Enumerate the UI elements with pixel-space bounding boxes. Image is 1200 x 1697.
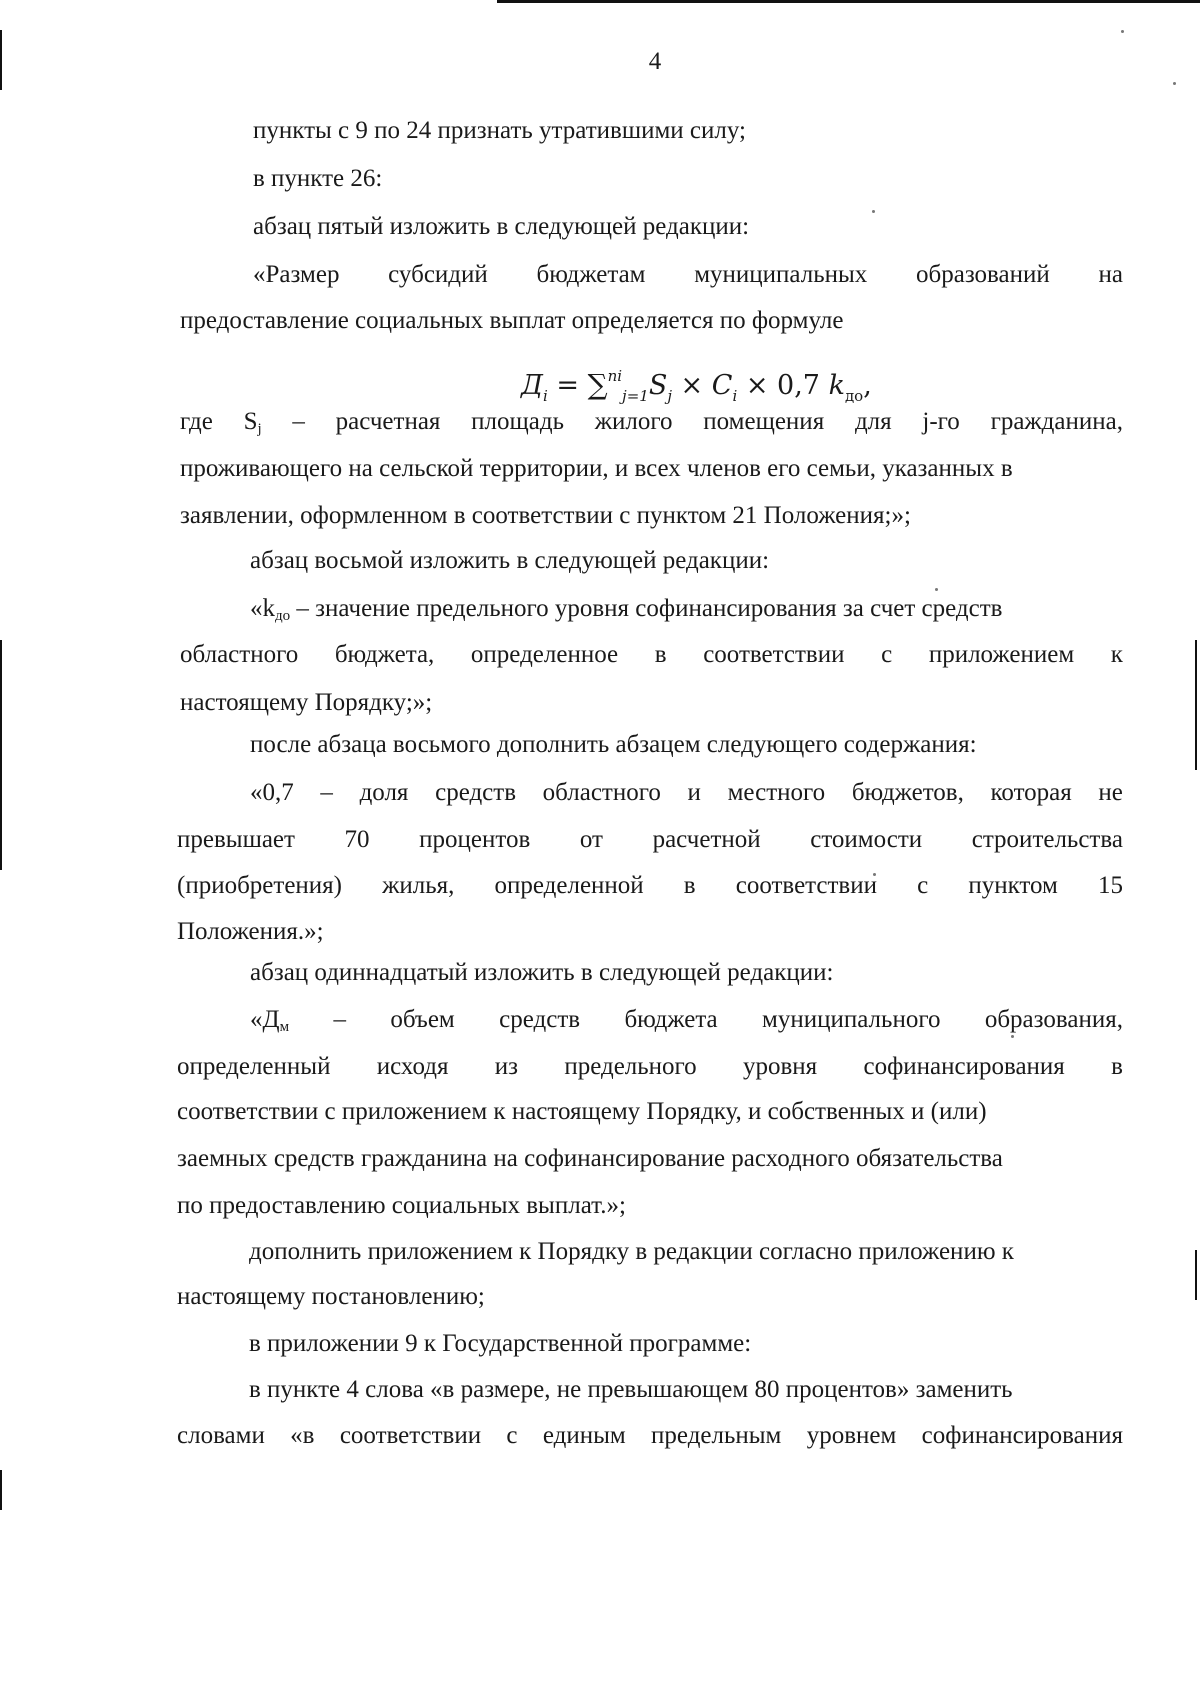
word: гражданина, <box>990 408 1123 435</box>
line-text: абзац одиннадцатый изложить в следующей редакции: <box>250 959 834 986</box>
word: соответствии <box>703 641 845 668</box>
text-line <box>249 1329 751 1359</box>
text-line <box>177 1097 987 1127</box>
word: строительства <box>971 826 1123 853</box>
line-text: пункты с 9 по 24 признать утратившими силу; <box>253 117 746 144</box>
word: 70 <box>344 826 370 853</box>
word: софинансирования <box>863 1053 1065 1080</box>
line-text: настоящему постановлению; <box>177 1283 485 1310</box>
text-line <box>249 1237 1014 1267</box>
word: помещения <box>703 408 825 435</box>
formula-end: , <box>863 370 872 401</box>
word: из <box>494 1053 519 1080</box>
right-scan-edge <box>1195 640 1197 770</box>
line-text: настоящему Порядку;»; <box>180 689 433 716</box>
word: «в <box>290 1422 315 1449</box>
left-scan-edge <box>0 640 2 870</box>
word: образования, <box>984 1006 1123 1033</box>
subscript: м <box>279 1019 290 1035</box>
word: «$Д_м$ <box>250 1006 290 1035</box>
word: определенное <box>470 641 619 668</box>
word: для <box>854 408 892 435</box>
text-line <box>180 306 843 336</box>
line-text: – значение предельного уровня софинансирования за счет средств <box>290 595 1003 622</box>
word: бюджета <box>624 1006 718 1033</box>
word: предельного <box>564 1053 697 1080</box>
text-line <box>249 1375 1013 1405</box>
word: от <box>579 826 603 853</box>
word: где <box>180 408 213 435</box>
line-text: соответствии с приложением к настоящему Порядку, и собственных и (или) <box>177 1098 987 1125</box>
word: площадь <box>471 408 564 435</box>
word: и <box>687 779 701 806</box>
word: с <box>917 872 929 899</box>
page-number: 4 <box>648 48 662 75</box>
text-line <box>250 730 977 760</box>
formula-c-subscript: i <box>732 387 738 405</box>
word: средств <box>435 779 517 806</box>
word: предельным <box>651 1422 782 1449</box>
formula-lhs: Д <box>521 370 543 401</box>
scan-speck <box>935 588 938 591</box>
text-line <box>250 546 769 576</box>
word: 15 <box>1097 872 1123 899</box>
justified-text-line <box>180 640 1123 670</box>
text-line <box>177 1191 626 1221</box>
word: софинансирования <box>921 1422 1123 1449</box>
word: образований <box>916 261 1050 288</box>
word: превышает <box>177 826 295 853</box>
formula-sum-lower-limit: j=1 <box>622 387 649 405</box>
word: в <box>654 641 667 668</box>
formula-equals: = <box>547 370 588 401</box>
word: уровнем <box>806 1422 897 1449</box>
word: стоимости <box>810 826 923 853</box>
line-text: в пункте 4 слова «в размере, не превышающем 80 процентов» заменить <box>249 1376 1013 1403</box>
formula-coefficient: × 0,7 <box>737 370 829 401</box>
text-line <box>180 454 1013 484</box>
word: объем <box>390 1006 455 1033</box>
word: – <box>333 1006 346 1033</box>
text-line <box>250 958 833 988</box>
text-line <box>177 1144 1003 1174</box>
justified-text-line <box>177 871 1123 901</box>
word: исходя <box>376 1053 449 1080</box>
formula-s: S <box>648 370 668 401</box>
line-text: в пункте 26: <box>253 165 383 192</box>
word: j-го <box>922 408 960 435</box>
word: единым <box>542 1422 626 1449</box>
word: (приобретения) <box>177 872 343 899</box>
word: доля <box>359 779 409 806</box>
subscript: до <box>275 608 291 624</box>
text-prefix: «k <box>250 595 275 622</box>
word: приложением <box>928 641 1075 668</box>
text-line <box>253 116 746 146</box>
text-line <box>177 1282 485 1312</box>
scan-speck <box>1173 82 1176 85</box>
word: – <box>320 779 333 806</box>
justified-text-line <box>180 407 1123 437</box>
scan-speck <box>1011 1035 1014 1038</box>
word: которая <box>990 779 1072 806</box>
word: на <box>1098 261 1123 288</box>
line-text: заявлении, оформленном в соответствии с пунктом 21 Положения;»; <box>180 502 911 529</box>
text-line <box>253 164 382 194</box>
formula-k-subscript: до <box>844 387 864 405</box>
line-text: абзац восьмой изложить в следующей редакции: <box>250 547 770 574</box>
justified-text-line <box>253 260 1123 290</box>
line-text: после абзаца восьмого дополнить абзацем следующего содержания: <box>250 731 977 758</box>
word: расчетная <box>335 408 441 435</box>
word: областного <box>180 641 299 668</box>
word: определенный <box>177 1053 331 1080</box>
word: местного <box>727 779 826 806</box>
formula-line <box>521 368 872 406</box>
text-line <box>180 688 432 718</box>
word: муниципального <box>762 1006 941 1033</box>
right-scan-edge <box>1195 1250 1197 1300</box>
word: бюджетов, <box>851 779 964 806</box>
word: субсидий <box>388 261 488 288</box>
formula-c: C <box>711 370 733 401</box>
justified-text-line <box>177 1421 1123 1451</box>
formula-times: × <box>671 370 712 401</box>
word: уровня <box>742 1053 818 1080</box>
formula-sum-upper-limit-index: i <box>617 367 623 385</box>
word: бюджета, <box>334 641 435 668</box>
word: с <box>881 641 893 668</box>
justified-text-line <box>177 825 1123 855</box>
scan-speck <box>1121 30 1124 33</box>
line-text: Положения.»; <box>177 918 324 945</box>
text-line <box>180 501 911 531</box>
word: муниципальных <box>694 261 868 288</box>
formula-s-subscript: j <box>667 387 672 405</box>
word: $S_j$ <box>243 408 262 437</box>
scan-speck <box>872 210 875 213</box>
line-text: в приложении 9 к Государственной программе: <box>249 1330 752 1357</box>
text-line <box>177 917 324 947</box>
word: соответствии <box>339 1422 482 1449</box>
line-text: проживающего на сельской территории, и всех членов его семьи, указанных в <box>180 455 1013 482</box>
line-text: предоставление социальных выплат определяется по формуле <box>180 307 844 334</box>
word: процентов <box>419 826 531 853</box>
line-text: дополнить приложением к Порядку в редакции согласно приложению к <box>249 1238 1014 1265</box>
word: «Размер <box>253 261 340 288</box>
word: в <box>683 872 696 899</box>
justified-text-line <box>250 778 1123 808</box>
line-text: по предоставлению социальных выплат.»; <box>177 1192 626 1219</box>
left-scan-edge <box>0 1470 2 1510</box>
justified-text-line <box>177 1052 1123 1082</box>
top-border-line <box>497 0 1200 3</box>
text-line <box>253 212 749 242</box>
line-text: заемных средств гражданина на софинансирование расходного обязательства <box>177 1145 1003 1172</box>
word: с <box>506 1422 518 1449</box>
word: жилого <box>594 408 673 435</box>
text-line <box>250 594 1002 624</box>
word: к <box>1110 641 1123 668</box>
word: жилья, <box>382 872 455 899</box>
formula-sum-sign: ∑ <box>587 368 608 401</box>
formula-k: k <box>828 370 845 401</box>
word: средств <box>499 1006 581 1033</box>
word: не <box>1098 779 1123 806</box>
subscript: j <box>257 421 262 437</box>
line-text: абзац пятый изложить в следующей редакции: <box>253 213 750 240</box>
word: бюджетам <box>536 261 646 288</box>
word: пунктом <box>968 872 1058 899</box>
word: определенной <box>494 872 644 899</box>
word: «0,7 <box>250 779 294 806</box>
word: – <box>292 408 305 435</box>
word: соответствии <box>735 872 877 899</box>
word: в <box>1111 1053 1123 1080</box>
word: областного <box>542 779 661 806</box>
justified-text-line <box>250 1005 1123 1035</box>
formula-sum-upper-limit: n <box>607 367 618 385</box>
formula-lhs-subscript: i <box>542 387 548 405</box>
word: расчетной <box>652 826 761 853</box>
word: словами <box>177 1422 265 1449</box>
